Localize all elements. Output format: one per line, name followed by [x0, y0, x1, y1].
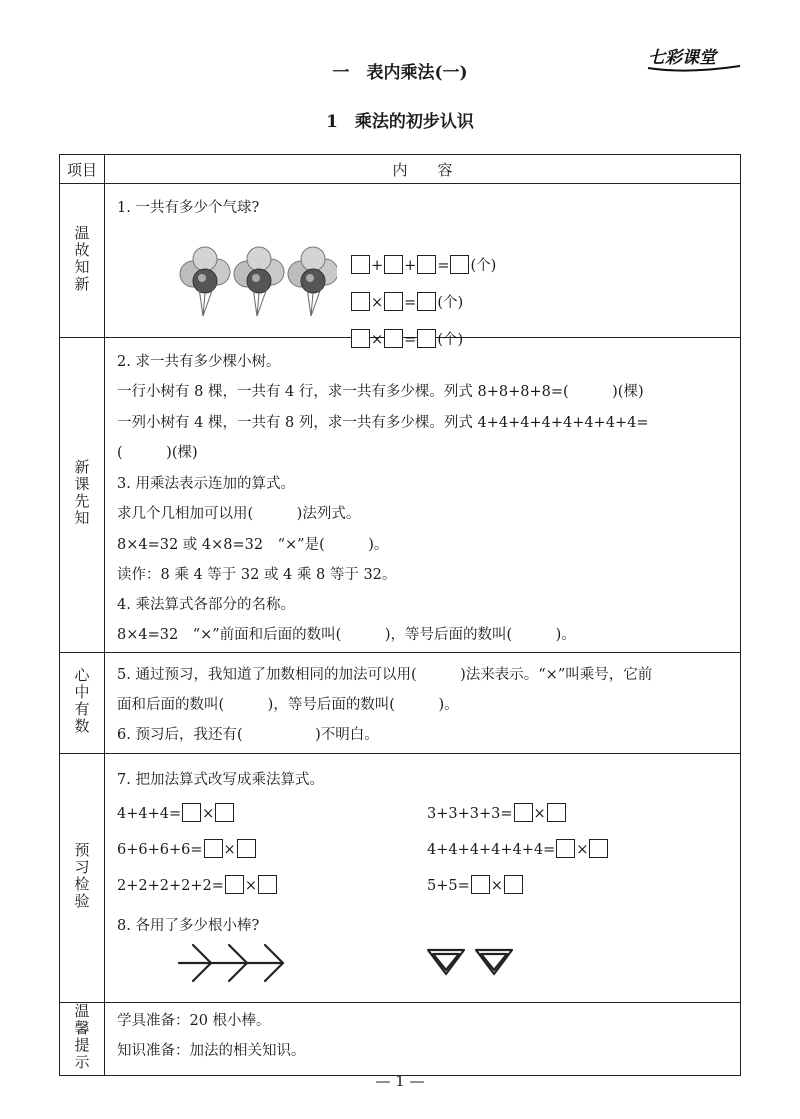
row-trees-line: 一行小树有 8 棵，一共有 4 行，求一共有多少棵。列式 8+8+8+8=( )(棵) — [117, 384, 644, 400]
conversion-left-1: 4+4+4= × — [117, 803, 235, 822]
stick-arrows-figure — [177, 942, 317, 984]
page-number: — 1 — — [375, 1072, 425, 1090]
section-tips — [105, 1003, 741, 1076]
question-4: 4. 乘法算式各部分的名称。 — [117, 597, 295, 613]
section-check — [105, 754, 741, 1003]
lesson-table — [59, 154, 741, 1076]
tips-knowledge: 知识准备：加法的相关知识。 — [117, 1043, 306, 1059]
question-3: 3. 用乘法表示连加的算式。 — [117, 476, 295, 492]
publisher-logo — [646, 44, 742, 78]
multiplication-method-line: 求几个几相加可以用( )法列式。 — [117, 506, 361, 522]
conversion-left-2: 6+6+6+6= × — [117, 839, 257, 858]
lesson-title: 1 乘法的初步认识 — [326, 112, 474, 132]
chapter-title: 一 表内乘法(一) — [332, 63, 468, 83]
column-trees-line: 一列小树有 4 棵，一共有 8 列，求一共有多少棵。列式 4+4+4+4+4+4+4+4= — [117, 415, 649, 431]
stick-triangles-figure — [425, 946, 521, 978]
question-5-cont: 面和后面的数叫( )，等号后面的数叫( )。 — [117, 697, 459, 713]
question-8: 8. 各用了多少根小棒? — [117, 918, 260, 934]
section-review — [105, 184, 741, 348]
section-label-tips: 温馨提示 — [60, 1003, 105, 1076]
logo-text: 七彩课堂 — [648, 48, 716, 68]
conversion-right-3: 5+5= × — [427, 875, 524, 894]
equation-multiply-1: × = (个) — [350, 291, 463, 312]
reading-line: 读作：8 乘 4 等于 32 或 4 乘 8 等于 32。 — [117, 567, 397, 583]
multiplication-sign-line: 8×4=32 或 4×8=32 “×”是( )。 — [117, 537, 389, 553]
equation-multiply-2: × = (个) — [350, 328, 463, 349]
col-header-content: 内 容 — [105, 155, 741, 184]
logo-graphic — [646, 44, 742, 74]
equation-addition: + + = (个) — [350, 254, 496, 275]
section-label-check: 预习检验 — [60, 754, 105, 1003]
question-5: 5. 通过预习，我知道了加数相同的加法可以用( )法来表示。“×”叫乘号，它前 — [117, 667, 653, 683]
column-trees-answer: ( )(棵) — [117, 445, 198, 461]
parts-names-line: 8×4=32 “×”前面和后面的数叫( )，等号后面的数叫( )。 — [117, 627, 576, 643]
section-label-review: 温故知新 — [60, 184, 105, 338]
question-2: 2. 求一共有多少棵小树。 — [117, 354, 281, 370]
question-1: 1. 一共有多少个气球? — [117, 200, 260, 216]
conversion-right-1: 3+3+3+3= × — [427, 803, 567, 822]
question-7: 7. 把加法算式改写成乘法算式。 — [117, 772, 324, 788]
col-header-item: 项目 — [60, 155, 105, 184]
conversion-left-3: 2+2+2+2+2= × — [117, 875, 278, 894]
conversion-right-2: 4+4+4+4+4+4= × — [427, 839, 609, 858]
section-label-newlesson: 新课先知 — [60, 338, 105, 653]
balloons-icon — [177, 244, 337, 334]
tips-tools: 学具准备：20 根小棒。 — [117, 1013, 271, 1029]
question-6: 6. 预习后，我还有( )不明白。 — [117, 727, 379, 743]
section-label-mind: 心中有数 — [60, 653, 105, 754]
section-mind — [105, 653, 741, 754]
section-newlesson — [105, 338, 741, 653]
